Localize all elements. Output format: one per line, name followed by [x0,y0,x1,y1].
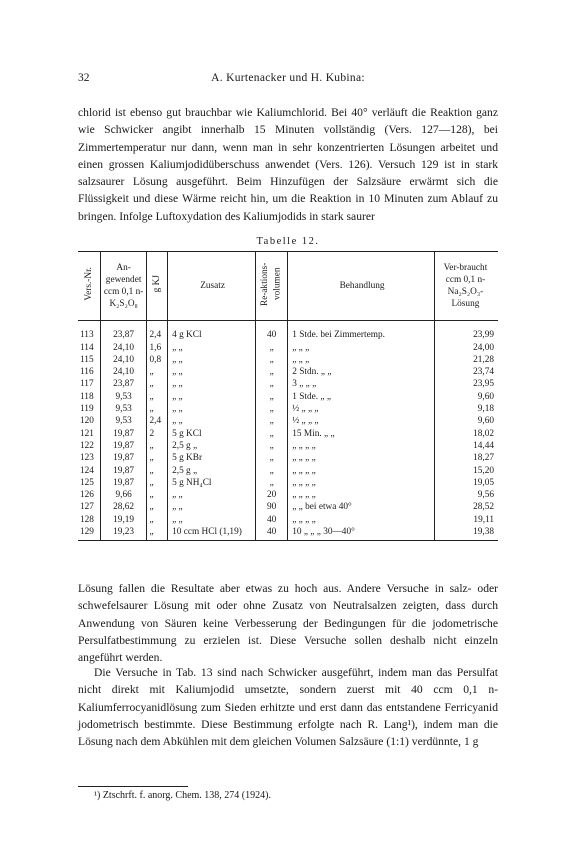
table-row [78,489,498,501]
cell-kj: 2,4 [147,321,168,342]
cell-angewendet: 9,53 [100,403,147,415]
cell-kj: „ [147,391,168,403]
cell-vers-nr: 123 [80,453,94,464]
header-verbraucht: Ver-braucht ccm 0,1 n-Na₂S₂O₃-Lösung [434,252,498,321]
table-row [78,440,498,452]
cell-kj: „ [147,526,168,541]
cell-behandlung: „ „ „ „ [288,477,435,489]
table-row [78,477,498,489]
cell-reaktionsvolumen: „ [256,342,288,354]
cell-behandlung: 1 Stde. bei Zimmertemp. [288,321,435,342]
cell-reaktionsvolumen: „ [256,378,288,390]
cell-angewendet: 24,10 [100,366,147,378]
cell-angewendet: 19,23 [100,526,147,541]
table-row [78,342,498,354]
cell-behandlung: „ „ „ „ [288,514,435,526]
cell-reaktionsvolumen: „ [256,440,288,452]
table-row [78,321,498,342]
cell-verbraucht: 9,56 [434,489,498,501]
cell-verbraucht: 9,60 [434,415,498,427]
cell-verbraucht: 23,74 [434,366,498,378]
table-row [78,428,498,440]
footnote: ¹) Ztschrft. f. anorg. Chem. 138, 274 (1924). [94,790,271,801]
cell-behandlung: 15 Min. „ „ [288,428,435,440]
cell-reaktionsvolumen: 20 [256,489,288,501]
cell-behandlung: ½ „ „ „ [288,415,435,427]
cell-zusatz: 2,5 g „ [168,440,256,452]
table-row [78,366,498,378]
cell-angewendet: 19,87 [100,465,147,477]
table-row [78,514,498,526]
cell-verbraucht: 18,27 [434,452,498,464]
cell-angewendet: 28,62 [100,501,147,513]
cell-zusatz: 10 ccm HCl (1,19) [168,526,256,541]
cell-reaktionsvolumen: „ [256,403,288,415]
cell-reaktionsvolumen: 90 [256,501,288,513]
cell-angewendet: 23,87 [100,321,147,342]
header-angewendet: An-gewendet ccm 0,1 n-K₂S₂O₈ [100,252,147,321]
cell-vers-nr: 122 [80,440,94,451]
table-row [78,501,498,513]
cell-verbraucht: 19,05 [434,477,498,489]
cell-vers-nr: 121 [80,428,94,439]
cell-verbraucht: 18,02 [434,428,498,440]
cell-vers-nr: 126 [80,490,94,501]
cell-angewendet: 9,53 [100,391,147,403]
cell-reaktionsvolumen: „ [256,391,288,403]
page-number: 32 [78,72,90,84]
footnote-rule [78,786,188,787]
table-row [78,526,498,541]
cell-zusatz: „ „ [168,514,256,526]
cell-vers-nr: 120 [80,416,94,427]
cell-zusatz: 5 g KBr [168,452,256,464]
cell-behandlung: „ „ „ „ [288,465,435,477]
cell-zusatz: „ „ [168,415,256,427]
cell-behandlung: 10 „ „ „ 30—40° [288,526,435,541]
cell-kj: 2,4 [147,415,168,427]
table-row [78,354,498,366]
cell-reaktionsvolumen: „ [256,428,288,440]
table-caption: Tabelle 12. [256,236,320,247]
cell-kj: „ [147,477,168,489]
cell-behandlung: „ „ „ „ [288,489,435,501]
cell-reaktionsvolumen: „ [256,354,288,366]
cell-reaktionsvolumen: „ [256,366,288,378]
cell-zusatz: „ „ [168,342,256,354]
cell-behandlung: „ „ „ [288,342,435,354]
cell-angewendet: 19,87 [100,477,147,489]
cell-verbraucht: 15,20 [434,465,498,477]
cell-behandlung: „ „ „ [288,354,435,366]
cell-zusatz: „ „ [168,354,256,366]
cell-zusatz: 4 g KCl [168,321,256,342]
cell-verbraucht: 23,99 [434,321,498,342]
cell-kj: „ [147,378,168,390]
cell-verbraucht: 23,95 [434,378,498,390]
cell-kj: 2 [147,428,168,440]
cell-reaktionsvolumen: 40 [256,526,288,541]
cell-angewendet: 19,19 [100,514,147,526]
cell-angewendet: 19,87 [100,440,147,452]
cell-zusatz: „ „ [168,489,256,501]
header-reaktionsvolumen: Re-aktions-volumen [256,252,288,321]
cell-vers-nr: 127 [80,502,94,513]
cell-vers-nr: 116 [80,367,94,378]
cell-zusatz: „ „ [168,501,256,513]
cell-vers-nr: 125 [80,477,94,488]
running-title: A. Kurtenacker und H. Kubina: [211,72,365,84]
cell-angewendet: 9,53 [100,415,147,427]
running-header [78,72,498,88]
cell-verbraucht: 14,44 [434,440,498,452]
header-vers-nr: Vers.-Nr. [78,252,100,321]
cell-vers-nr: 117 [80,379,94,390]
cell-reaktionsvolumen: „ [256,477,288,489]
table-header-row [78,252,498,321]
cell-reaktionsvolumen: „ [256,452,288,464]
cell-zusatz: „ „ [168,378,256,390]
cell-vers-nr: 118 [80,391,94,402]
table-row [78,465,498,477]
cell-behandlung: 2 Stdn. „ „ [288,366,435,378]
cell-zusatz: „ „ [168,391,256,403]
cell-zusatz: 5 g NH₄Cl [168,477,256,489]
cell-zusatz: „ „ [168,403,256,415]
paragraph-2: Lösung fallen die Resultate aber etwas zu hoch aus. Andere Versuche in salz- oder schwefelsaurer Lösung mit oder ohne Zusatz von Neutralsalzen zeigten, dass durch Anwendung von Säuren keine Verbesserung der Bedingungen für die jodometrische Persulfatbestimmung zu erzielen ist. Diese Versuche sollen deshalb nicht einzeln angeführt werden. [78,582,498,665]
cell-verbraucht: 19,38 [434,526,498,541]
cell-kj: „ [147,465,168,477]
cell-vers-nr: 115 [80,354,94,365]
cell-angewendet: 24,10 [100,354,147,366]
cell-reaktionsvolumen: 40 [256,514,288,526]
cell-kj: „ [147,501,168,513]
cell-behandlung: „ „ „ „ [288,440,435,452]
table-row [78,378,498,390]
cell-angewendet: 19,87 [100,428,147,440]
cell-vers-nr: 113 [80,330,94,341]
cell-kj: „ [147,366,168,378]
table-row [78,391,498,403]
cell-reaktionsvolumen: 40 [256,321,288,342]
paragraph-1: chlorid ist ebenso gut brauchbar wie Kaliumchlorid. Bei 40° verläuft die Reaktion ganz wie Schwicker angibt innerhalb 15 Minuten vollständig (Vers. 127—128), bei Zimmertemperatur nur dann, wenn man in sehr konzentrierten Lösungen arbeitet und einen grossen Kaliumjodidüberschuss anwendet (Vers. 126). Versuch 129 ist in stark salzsaurer Lösung ausgeführt. Beim Hinzufügen der Salzsäure erwärmt sich die Flüssigkeit und diese Wärme reicht hin, um die Reaktion in 10 Minuten zum Ablauf zu bringen. Infolge Luftoxydation des Kaliumjodids in stark saurer [78,106,498,223]
table-row [78,403,498,415]
cell-kj: „ [147,452,168,464]
cell-vers-nr: 124 [80,465,94,476]
cell-kj: 0,8 [147,354,168,366]
header-behandlung: Behandlung [288,252,435,321]
cell-verbraucht: 28,52 [434,501,498,513]
cell-verbraucht: 24,00 [434,342,498,354]
cell-verbraucht: 21,28 [434,354,498,366]
table-row [78,415,498,427]
cell-angewendet: 19,87 [100,452,147,464]
paragraph-3: Die Versuche in Tab. 13 sind nach Schwicker ausgeführt, indem man das Persulfat nicht direkt mit Kaliumjodid umsetzte, sondern zuerst mit 40 ccm 0,1 n-Kaliumferrocyanidlösung zum Sieden erhitzte und erst dann das entstandene Ferricyanid jodometrisch bestimmte. Diese Bestimmung erfolgte nach R. Lang¹), indem man die Lösung nach dem Abkühlen mit dem gleichen Volumen Salzsäure (1:1) verdünnte, 1 g [78,666,498,749]
cell-behandlung: 1 Stde. „ „ [288,391,435,403]
cell-reaktionsvolumen: „ [256,465,288,477]
cell-behandlung: 3 „ „ „ [288,378,435,390]
cell-reaktionsvolumen: „ [256,415,288,427]
data-table [78,251,498,541]
cell-angewendet: 9,66 [100,489,147,501]
cell-kj: „ [147,489,168,501]
cell-kj: „ [147,403,168,415]
cell-vers-nr: 114 [80,342,94,353]
cell-zusatz: „ „ [168,366,256,378]
cell-behandlung: „ „ „ „ [288,452,435,464]
cell-verbraucht: 9,18 [434,403,498,415]
cell-angewendet: 24,10 [100,342,147,354]
cell-vers-nr: 128 [80,514,94,525]
cell-behandlung: ½ „ „ „ [288,403,435,415]
cell-behandlung: „ „ bei etwa 40° [288,501,435,513]
cell-kj: 1,6 [147,342,168,354]
cell-vers-nr: 119 [80,404,94,415]
table-row [78,452,498,464]
cell-zusatz: 2,5 g „ [168,465,256,477]
cell-verbraucht: 9,60 [434,391,498,403]
cell-angewendet: 23,87 [100,378,147,390]
cell-verbraucht: 19,11 [434,514,498,526]
cell-vers-nr: 129 [78,526,100,541]
header-zusatz: Zusatz [168,252,256,321]
cell-zusatz: 5 g KCl [168,428,256,440]
header-kj: g KJ [147,252,168,321]
cell-kj: „ [147,514,168,526]
cell-kj: „ [147,440,168,452]
